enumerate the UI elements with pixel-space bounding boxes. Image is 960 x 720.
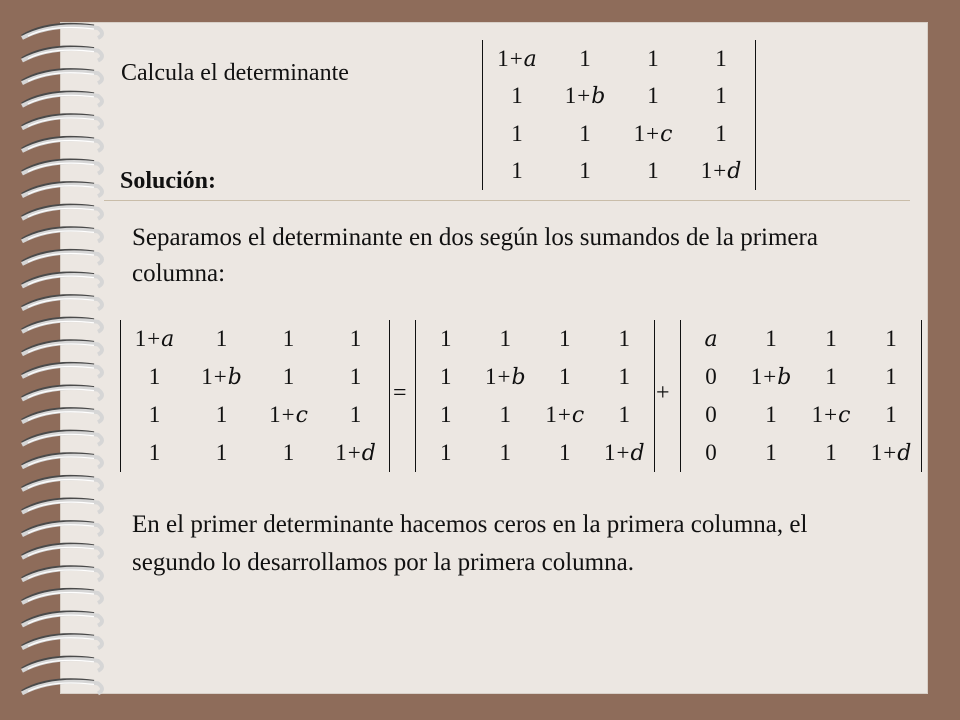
matrix-entry: 1	[715, 83, 727, 109]
matrix-entry: 1	[715, 45, 727, 71]
matrix-entry: 1	[559, 326, 571, 351]
problem-title: Calcula el determinante	[121, 60, 349, 86]
matrix-entry: 1+d	[335, 440, 376, 466]
matrix-entry: 1	[440, 326, 452, 351]
matrix-entry: 1+b	[564, 83, 606, 110]
matrix-entry: 1	[579, 45, 591, 71]
matrix-entry: 1	[825, 364, 837, 389]
matrix-entry: 1	[282, 326, 295, 351]
determinant-second-summand	[680, 320, 922, 472]
determinant-original	[120, 320, 390, 472]
matrix-entry: 1	[148, 364, 161, 389]
matrix-entry: 1	[715, 120, 727, 146]
matrix-entry: 1+d	[700, 158, 742, 185]
spiral-binding-icon	[8, 0, 118, 720]
matrix-entry: 1	[647, 158, 659, 184]
matrix-entry: 1	[885, 402, 897, 427]
matrix-entry: 1	[440, 440, 452, 465]
matrix-entry: 1	[885, 364, 897, 389]
matrix-entry: 1+a	[497, 45, 537, 72]
matrix-entry: 1+d	[603, 440, 645, 466]
matrix-entry: 1	[579, 120, 591, 146]
matrix-entry: 1	[765, 440, 777, 465]
matrix-entry: 1	[148, 440, 161, 465]
matrix-entry: 1	[148, 402, 161, 427]
matrix-entry: 1+d	[870, 440, 912, 466]
matrix-entry: 1	[215, 402, 228, 427]
matrix-entry: 1	[825, 326, 837, 351]
matrix-entry: 1	[618, 364, 630, 389]
matrix-entry: 1	[511, 158, 523, 184]
matrix-entry: 1	[579, 158, 591, 184]
matrix-entry: 1+a	[134, 326, 175, 352]
matrix-entry: 1+b	[484, 364, 526, 390]
matrix-entry: 1	[215, 326, 228, 351]
determinant-problem	[482, 40, 756, 190]
matrix-entry: 1	[440, 402, 452, 427]
matrix-entry: 1	[499, 326, 511, 351]
matrix-entry: 1+b	[750, 364, 792, 390]
matrix-entry: 1+c	[269, 402, 308, 428]
matrix-entry: 1+b	[201, 364, 242, 390]
matrix-entry: 0	[705, 402, 717, 427]
matrix-entry: 1	[440, 364, 452, 389]
determinant-first-summand	[415, 320, 655, 472]
matrix-entry: 1	[349, 364, 362, 389]
matrix-entry: 1	[282, 440, 295, 465]
matrix-entry: 1	[559, 364, 571, 389]
equals-sign: =	[393, 380, 407, 406]
matrix-entry: 1	[618, 402, 630, 427]
divider-line	[104, 200, 910, 201]
matrix-entry: 1	[618, 326, 630, 351]
matrix-entry: 1+c	[633, 120, 673, 147]
matrix-entry: 0	[705, 440, 717, 465]
matrix-entry: 1	[647, 45, 659, 71]
matrix-entry: 1	[825, 440, 837, 465]
matrix-entry: 1	[215, 440, 228, 465]
solution-label: Solución:	[120, 168, 217, 194]
matrix-entry: 1	[647, 83, 659, 109]
matrix-entry: 1+c	[545, 402, 585, 428]
matrix-entry: 1+c	[811, 402, 851, 428]
matrix-entry: 1	[559, 440, 571, 465]
matrix-entry: 1	[511, 120, 523, 146]
matrix-entry: 1	[499, 402, 511, 427]
matrix-entry: 1	[349, 402, 362, 427]
matrix-entry: 1	[765, 326, 777, 351]
matrix-entry: 1	[765, 402, 777, 427]
matrix-entry: a	[704, 327, 718, 352]
matrix-entry: 0	[705, 364, 717, 389]
matrix-entry: 1	[282, 364, 295, 389]
matrix-entry: 1	[885, 326, 897, 351]
paragraph-split: Separamos el determinante en dos según los sumandos de la primera columna:	[132, 224, 818, 287]
plus-sign: +	[656, 380, 670, 406]
matrix-entry: 1	[499, 440, 511, 465]
paragraph-method: En el primer determinante hacemos ceros en la primera columna, el segundo lo desarrollamos por la primera columna.	[132, 511, 808, 576]
matrix-entry: 1	[349, 326, 362, 351]
matrix-entry: 1	[511, 83, 523, 109]
